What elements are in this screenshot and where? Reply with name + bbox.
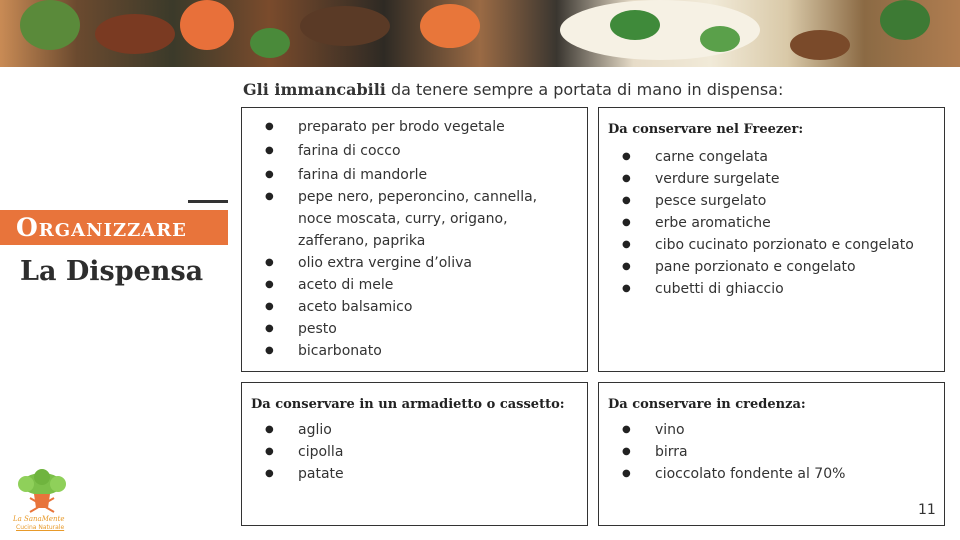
list-item: ● pane porzionato e congelato xyxy=(622,259,856,275)
list-item: ● aceto balsamico xyxy=(265,299,413,315)
list-item: ● farina di mandorle xyxy=(265,167,428,183)
sideboard-box xyxy=(598,382,945,526)
page-number: 11 xyxy=(918,502,936,518)
list-item: ● cioccolato fondente al 70% xyxy=(622,466,846,482)
list-item: ● preparato per brodo vegetale xyxy=(265,119,505,135)
food-banner-image xyxy=(0,0,960,67)
sideboard-list xyxy=(599,419,944,485)
list-item: ● farina di cocco xyxy=(265,143,401,159)
intro-bold: Gli immancabili xyxy=(243,80,386,99)
pantry-box xyxy=(241,107,588,372)
freezer-title: Da conservare nel Freezer: xyxy=(608,122,804,137)
cupboard-box xyxy=(241,382,588,526)
list-item: ● bicarbonato xyxy=(265,343,382,359)
list-item: ● carne congelata xyxy=(622,149,768,165)
freezer-list xyxy=(599,146,944,300)
logo-subtitle: Cucina Naturale xyxy=(16,524,65,531)
intro-rest: da tenere sempre a portata di mano in dispensa: xyxy=(385,80,784,99)
cupboard-list xyxy=(242,419,587,485)
logo-name: La SanaMente xyxy=(13,515,65,523)
heading-organizzare: Organizzare xyxy=(0,210,228,245)
intro-line xyxy=(243,80,783,99)
list-item: ● cipolla xyxy=(265,444,344,460)
heading-la-dispensa: La Dispensa xyxy=(20,256,204,287)
list-item: ● birra xyxy=(622,444,688,460)
list-item: ● cubetti di ghiaccio xyxy=(622,281,784,297)
title-rule xyxy=(188,200,228,203)
list-item: ● aceto di mele xyxy=(265,277,394,293)
list-item: ● pesto xyxy=(265,321,337,337)
list-item: ● aglio xyxy=(265,422,332,438)
list-item: ● pesce surgelato xyxy=(622,193,767,209)
pantry-list xyxy=(242,116,587,362)
list-item: ● pepe nero, peperoncino, cannella, noce moscata, curry, origano, zafferano, paprika xyxy=(265,189,538,249)
list-item: ● cibo cucinato porzionato e congelato xyxy=(622,237,914,253)
list-item: ● vino xyxy=(622,422,685,438)
freezer-box xyxy=(598,107,945,372)
list-item: ● verdure surgelate xyxy=(622,171,780,187)
list-item: ● erbe aromatiche xyxy=(622,215,771,231)
sideboard-title: Da conservare in credenza: xyxy=(608,397,806,412)
list-item: ● olio extra vergine d’oliva xyxy=(265,255,472,271)
list-item: ● patate xyxy=(265,466,344,482)
cupboard-title: Da conservare in un armadietto o cassetto: xyxy=(251,397,565,412)
